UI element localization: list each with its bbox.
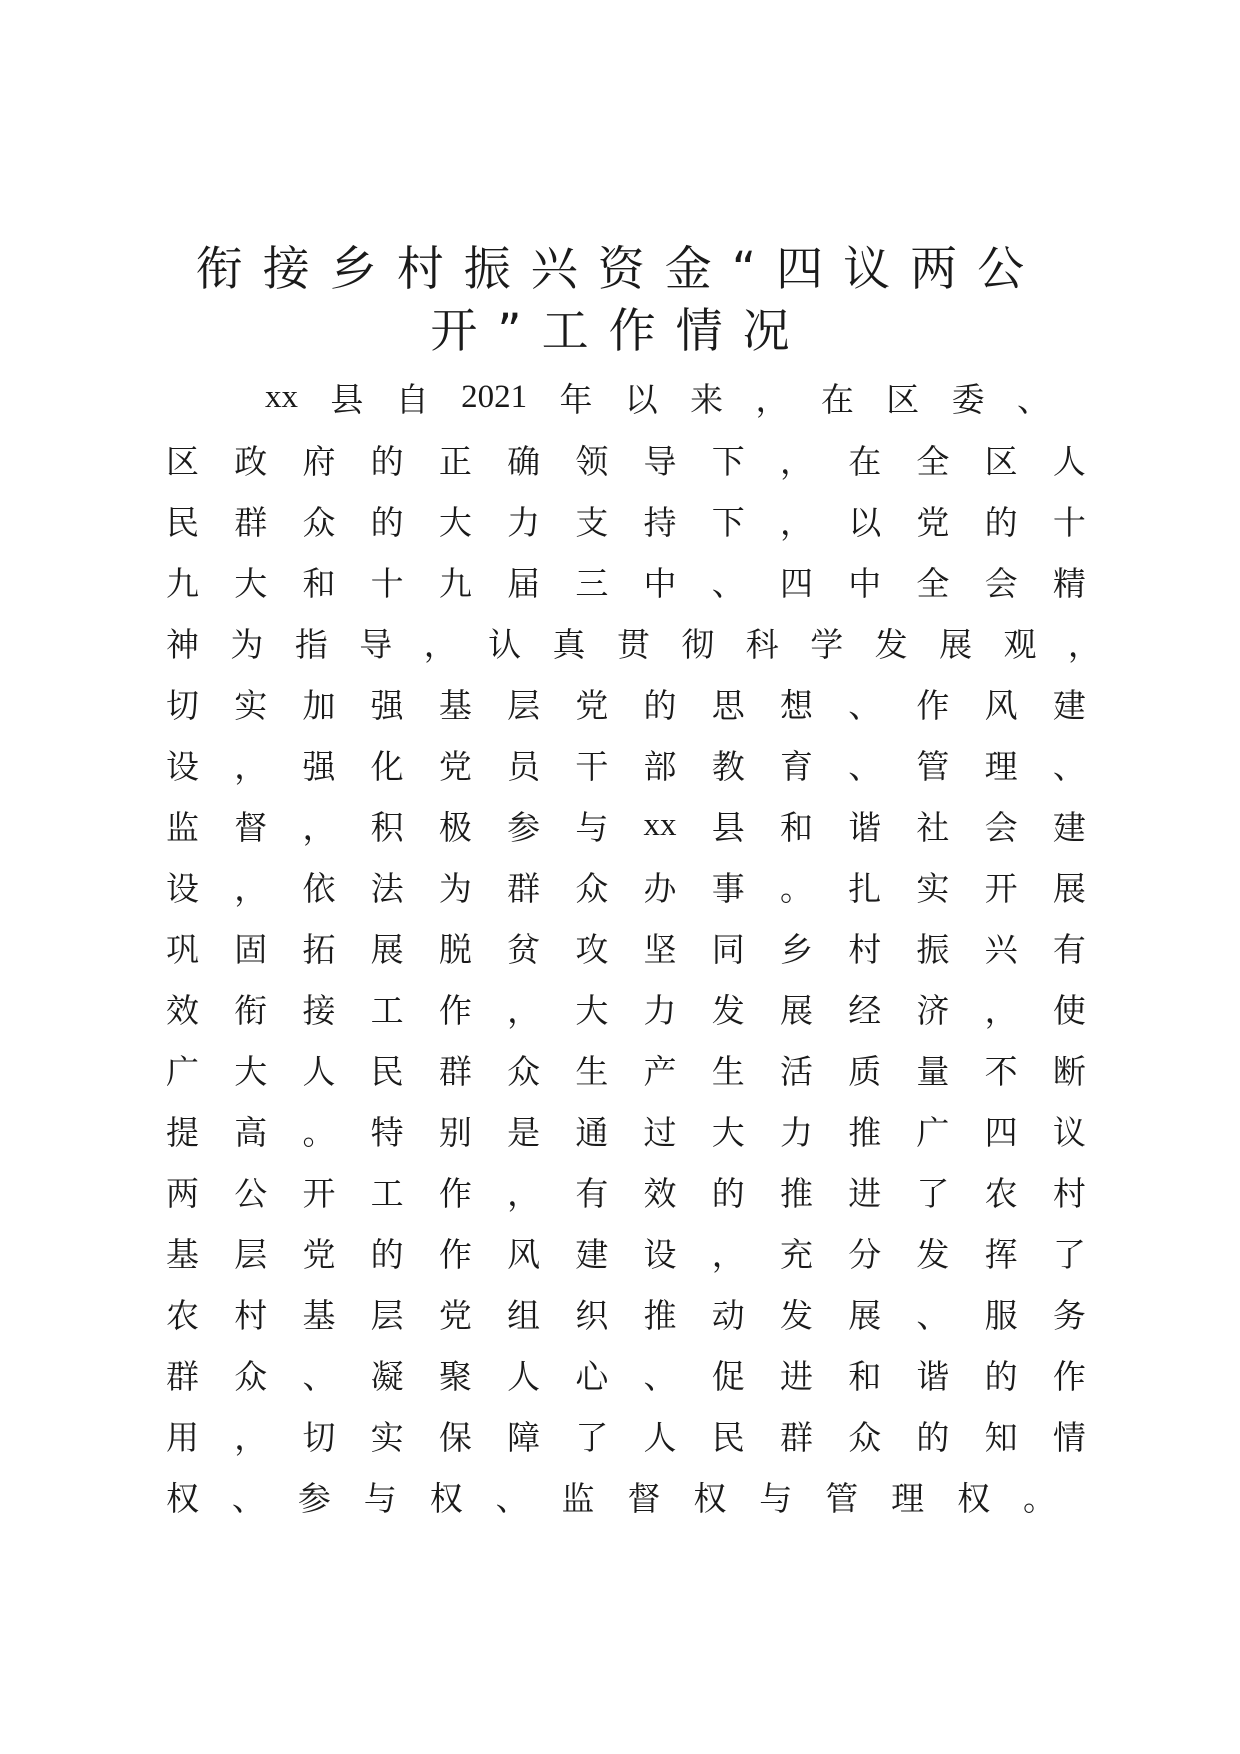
body-character: 委: [951, 379, 985, 419]
body-character: ，: [1067, 624, 1101, 664]
body-character: 贯: [616, 624, 650, 664]
body-character: 。: [302, 1112, 336, 1152]
body-character: 发: [779, 1295, 813, 1335]
body-character: 全: [916, 563, 950, 603]
body-character: 议: [1052, 1112, 1086, 1152]
body-character: 通: [575, 1112, 609, 1152]
body-character: 层: [370, 1295, 404, 1335]
body-character: 中: [643, 563, 677, 603]
body-character: 为: [230, 624, 264, 664]
body-character: 强: [302, 746, 336, 786]
body-character: 经: [848, 990, 882, 1030]
body-character: 断: [1052, 1051, 1086, 1091]
body-line: [166, 795, 1086, 855]
body-character: 党: [438, 746, 472, 786]
body-character: 届: [507, 563, 541, 603]
body-character: 彻: [681, 624, 715, 664]
body-character: 确: [507, 441, 541, 481]
body-character: 特: [370, 1112, 404, 1152]
body-character: ，: [234, 746, 268, 786]
body-character: 2021: [461, 378, 528, 415]
body-character: 振: [916, 929, 950, 969]
body-character: 广: [916, 1112, 950, 1152]
body-character: 管: [825, 1478, 859, 1518]
body-character: 党: [438, 1295, 472, 1335]
body-character: 不: [984, 1051, 1018, 1091]
body-line: [166, 429, 1086, 489]
body-character: 实: [916, 868, 950, 908]
body-character: 产: [643, 1051, 677, 1091]
body-line: [166, 978, 1086, 1038]
body-character: 推: [848, 1112, 882, 1152]
body-character: 的: [984, 1356, 1018, 1396]
body-character: 参: [507, 807, 541, 847]
body-character: 了: [916, 1173, 950, 1213]
body-character: 效: [166, 990, 199, 1030]
body-character: 。: [1022, 1478, 1056, 1518]
body-character: 领: [575, 441, 609, 481]
body-character: 大: [234, 563, 268, 603]
body-character: 提: [166, 1112, 199, 1152]
body-character: 学: [810, 624, 844, 664]
body-character: 知: [984, 1417, 1018, 1457]
body-character: 力: [643, 990, 677, 1030]
body-character: 监: [166, 807, 199, 847]
body-character: 活: [779, 1051, 813, 1091]
body-line: [166, 856, 1086, 916]
body-character: 心: [575, 1356, 609, 1396]
body-character: 干: [575, 746, 609, 786]
body-character: 拓: [302, 929, 336, 969]
body-character: 过: [643, 1112, 677, 1152]
body-character: 权: [957, 1478, 991, 1518]
body-character: 攻: [575, 929, 609, 969]
body-character: 作: [916, 685, 950, 725]
body-character: 众: [234, 1356, 268, 1396]
body-character: 建: [1052, 807, 1086, 847]
body-character: 以: [624, 379, 658, 419]
body-character: 了: [1052, 1234, 1086, 1274]
body-character: 质: [848, 1051, 882, 1091]
body-character: 有: [575, 1173, 609, 1213]
body-character: 人: [643, 1417, 677, 1457]
body-character: 众: [848, 1417, 882, 1457]
body-character: 设: [643, 1234, 677, 1274]
body-character: 分: [848, 1234, 882, 1274]
body-character: 与: [575, 807, 609, 847]
body-character: 织: [575, 1295, 609, 1335]
body-character: 十: [370, 563, 404, 603]
body-character: 和: [779, 807, 813, 847]
body-character: 展: [848, 1295, 882, 1335]
body-line: [166, 1161, 1086, 1221]
body-character: 生: [711, 1051, 745, 1091]
body-character: ，: [779, 441, 813, 481]
body-character: 生: [575, 1051, 609, 1091]
body-character: 实: [370, 1417, 404, 1457]
body-character: 和: [848, 1356, 882, 1396]
body-character: 促: [711, 1356, 745, 1396]
body-character: 正: [438, 441, 472, 481]
body-line: [166, 734, 1086, 794]
body-character: 真: [552, 624, 586, 664]
body-character: 众: [302, 502, 336, 542]
body-character: 高: [234, 1112, 268, 1152]
body-character: ，: [234, 868, 268, 908]
body-character: 两: [166, 1173, 199, 1213]
body-character: 、: [848, 746, 882, 786]
body-character: 农: [166, 1295, 199, 1335]
body-character: 区: [984, 441, 1018, 481]
body-character: 推: [779, 1173, 813, 1213]
body-character: 公: [234, 1173, 268, 1213]
body-character: 效: [643, 1173, 677, 1213]
body-character: ，: [779, 502, 813, 542]
body-character: 认: [488, 624, 522, 664]
body-character: 群: [166, 1356, 199, 1396]
body-character: 自: [395, 379, 429, 419]
body-character: 与: [363, 1478, 397, 1518]
body-character: 的: [916, 1417, 950, 1457]
body-character: 风: [984, 685, 1018, 725]
body-character: 、: [1016, 379, 1050, 419]
body-character: 民: [711, 1417, 745, 1457]
body-character: 。: [779, 868, 813, 908]
body-character: 十: [1052, 502, 1086, 542]
body-character: 在: [848, 441, 882, 481]
body-character: 展: [939, 624, 973, 664]
body-character: 别: [438, 1112, 472, 1152]
body-character: 的: [643, 685, 677, 725]
body-character: ，: [302, 807, 336, 847]
body-character: 管: [916, 746, 950, 786]
body-character: 的: [370, 502, 404, 542]
body-line: [166, 1344, 1086, 1404]
body-character: 基: [302, 1295, 336, 1335]
body-character: 充: [779, 1234, 813, 1274]
body-character: 极: [438, 807, 472, 847]
body-character: 权: [693, 1478, 727, 1518]
body-character: 村: [848, 929, 882, 969]
body-character: 的: [370, 441, 404, 481]
body-character: 育: [779, 746, 813, 786]
body-character: 众: [507, 1051, 541, 1091]
body-character: 发: [916, 1234, 950, 1274]
body-character: 与: [759, 1478, 793, 1518]
body-character: 党: [302, 1234, 336, 1274]
body-character: 接: [302, 990, 336, 1030]
body-character: 办: [643, 868, 677, 908]
body-line: [166, 612, 1101, 672]
body-character: 县: [711, 807, 745, 847]
body-character: 风: [507, 1234, 541, 1274]
body-character: 理: [984, 746, 1018, 786]
body-character: 组: [507, 1295, 541, 1335]
body-character: 扎: [848, 868, 882, 908]
body-character: 持: [643, 502, 677, 542]
body-character: 加: [302, 685, 336, 725]
body-character: 、: [916, 1295, 950, 1335]
body-character: 、: [231, 1478, 265, 1518]
body-character: 同: [711, 929, 745, 969]
body-character: 四: [984, 1112, 1018, 1152]
body-character: 参: [297, 1478, 331, 1518]
body-character: 展: [1052, 868, 1086, 908]
body-character: 县: [330, 379, 364, 419]
body-character: 导: [359, 624, 393, 664]
body-character: 下: [711, 502, 745, 542]
body-character: 事: [711, 868, 745, 908]
body-character: 挥: [984, 1234, 1018, 1274]
body-character: 神: [166, 624, 199, 664]
body-character: 实: [234, 685, 268, 725]
body-character: 监: [561, 1478, 595, 1518]
body-character: 开: [302, 1173, 336, 1213]
body-character: 有: [1052, 929, 1086, 969]
body-character: 层: [234, 1234, 268, 1274]
body-character: 、: [1052, 746, 1086, 786]
body-character: 设: [166, 868, 199, 908]
body-character: 建: [1052, 685, 1086, 725]
body-character: 建: [575, 1234, 609, 1274]
body-character: 区: [166, 441, 199, 481]
body-character: 党: [916, 502, 950, 542]
body-character: 进: [848, 1173, 882, 1213]
body-line: [166, 1466, 1056, 1526]
body-character: ，: [507, 1173, 541, 1213]
body-character: 作: [438, 1173, 472, 1213]
body-character: 积: [370, 807, 404, 847]
body-character: 、: [848, 685, 882, 725]
body-character: 的: [370, 1234, 404, 1274]
body-line: [166, 551, 1086, 611]
body-character: 展: [370, 929, 404, 969]
body-character: 群: [234, 502, 268, 542]
body-character: 中: [848, 563, 882, 603]
body-line: [166, 1222, 1086, 1282]
body-character: 府: [302, 441, 336, 481]
body-character: 部: [643, 746, 677, 786]
body-character: 进: [779, 1356, 813, 1396]
body-character: 人: [507, 1356, 541, 1396]
body-character: 民: [370, 1051, 404, 1091]
body-character: 区: [886, 379, 920, 419]
body-character: 是: [507, 1112, 541, 1152]
body-character: 村: [1052, 1173, 1086, 1213]
body-character: 聚: [438, 1356, 472, 1396]
body-character: 切: [166, 685, 199, 725]
body-character: ，: [711, 1234, 745, 1274]
body-line: [166, 673, 1086, 733]
body-character: 在: [820, 379, 854, 419]
body-character: 年: [559, 379, 593, 419]
body-character: 、: [495, 1478, 529, 1518]
body-character: 全: [916, 441, 950, 481]
body-character: 导: [643, 441, 677, 481]
body-character: 科: [745, 624, 779, 664]
body-character: 想: [779, 685, 813, 725]
body-character: 发: [711, 990, 745, 1030]
body-character: 巩: [166, 929, 199, 969]
body-character: 济: [916, 990, 950, 1030]
body-character: 人: [302, 1051, 336, 1091]
body-character: 切: [302, 1417, 336, 1457]
body-character: 脱: [438, 929, 472, 969]
body-character: ，: [234, 1417, 268, 1457]
body-character: 动: [711, 1295, 745, 1335]
body-character: 会: [984, 807, 1018, 847]
body-character: 会: [984, 563, 1018, 603]
body-line: [265, 367, 1050, 427]
body-character: 、: [302, 1356, 336, 1396]
body-line: [166, 1405, 1086, 1465]
body-character: 农: [984, 1173, 1018, 1213]
body-character: 教: [711, 746, 745, 786]
body-character: 支: [575, 502, 609, 542]
body-character: 工: [370, 1173, 404, 1213]
body-character: 凝: [370, 1356, 404, 1396]
body-character: 障: [507, 1417, 541, 1457]
body-character: 指: [294, 624, 328, 664]
body-character: 九: [438, 563, 472, 603]
body-character: 下: [711, 441, 745, 481]
body-character: 人: [1052, 441, 1086, 481]
body-character: ，: [507, 990, 541, 1030]
body-character: 乡: [779, 929, 813, 969]
body-character: ，: [984, 990, 1018, 1030]
body-line: [166, 1039, 1086, 1099]
body-character: 推: [643, 1295, 677, 1335]
document-title-line-2: 开”工作情况: [430, 304, 810, 359]
body-character: 依: [302, 868, 336, 908]
body-character: xx: [643, 806, 677, 843]
body-character: ，: [755, 379, 789, 419]
body-character: 、: [643, 1356, 677, 1396]
body-character: 群: [779, 1417, 813, 1457]
body-character: 大: [711, 1112, 745, 1152]
body-character: 民: [166, 502, 199, 542]
body-character: 九: [166, 563, 199, 603]
body-character: 大: [234, 1051, 268, 1091]
body-character: 谐: [916, 1356, 950, 1396]
body-character: 权: [429, 1478, 463, 1518]
body-character: 大: [438, 502, 472, 542]
body-character: 发: [874, 624, 908, 664]
body-character: 精: [1052, 563, 1086, 603]
body-character: 了: [575, 1417, 609, 1457]
body-character: 兴: [984, 929, 1018, 969]
body-character: 政: [234, 441, 268, 481]
body-character: 情: [1052, 1417, 1086, 1457]
body-character: 力: [779, 1112, 813, 1152]
body-character: 坚: [643, 929, 677, 969]
body-character: 使: [1052, 990, 1086, 1030]
body-character: 的: [984, 502, 1018, 542]
body-character: 法: [370, 868, 404, 908]
body-character: 督: [234, 807, 268, 847]
body-character: 化: [370, 746, 404, 786]
body-character: 服: [984, 1295, 1018, 1335]
body-character: 衔: [234, 990, 268, 1030]
body-character: 和: [302, 563, 336, 603]
body-character: 社: [916, 807, 950, 847]
body-character: 思: [711, 685, 745, 725]
body-character: 作: [438, 1234, 472, 1274]
body-character: 、: [711, 563, 745, 603]
body-character: 量: [916, 1051, 950, 1091]
body-character: 大: [575, 990, 609, 1030]
body-character: 开: [984, 868, 1018, 908]
body-character: 用: [166, 1417, 199, 1457]
body-character: 基: [438, 685, 472, 725]
body-character: 作: [1052, 1356, 1086, 1396]
document-title-line-1: 衔接乡村振兴资金“四议两公: [195, 242, 1045, 297]
body-character: 贫: [507, 929, 541, 969]
body-line: [166, 917, 1086, 977]
body-character: 固: [234, 929, 268, 969]
body-character: 力: [507, 502, 541, 542]
body-character: 员: [507, 746, 541, 786]
body-character: 的: [711, 1173, 745, 1213]
body-character: 群: [438, 1051, 472, 1091]
body-character: 强: [370, 685, 404, 725]
body-character: 务: [1052, 1295, 1086, 1335]
body-character: 督: [627, 1478, 661, 1518]
body-character: 来: [690, 379, 724, 419]
body-character: 群: [507, 868, 541, 908]
body-character: 设: [166, 746, 199, 786]
body-character: ，: [423, 624, 457, 664]
body-character: xx: [265, 378, 298, 415]
body-character: 展: [779, 990, 813, 1030]
body-character: 党: [575, 685, 609, 725]
body-character: 层: [507, 685, 541, 725]
body-character: 理: [891, 1478, 925, 1518]
body-character: 以: [848, 502, 882, 542]
body-line: [166, 490, 1086, 550]
body-character: 四: [779, 563, 813, 603]
body-character: 基: [166, 1234, 199, 1274]
body-character: 观: [1003, 624, 1037, 664]
body-character: 保: [438, 1417, 472, 1457]
body-character: 作: [438, 990, 472, 1030]
body-character: 工: [370, 990, 404, 1030]
body-character: 三: [575, 563, 609, 603]
body-character: 众: [575, 868, 609, 908]
body-character: 权: [166, 1478, 199, 1518]
body-line: [166, 1100, 1086, 1160]
body-character: 广: [166, 1051, 199, 1091]
body-character: 为: [438, 868, 472, 908]
body-line: [166, 1283, 1086, 1343]
body-character: 村: [234, 1295, 268, 1335]
body-character: 谐: [848, 807, 882, 847]
